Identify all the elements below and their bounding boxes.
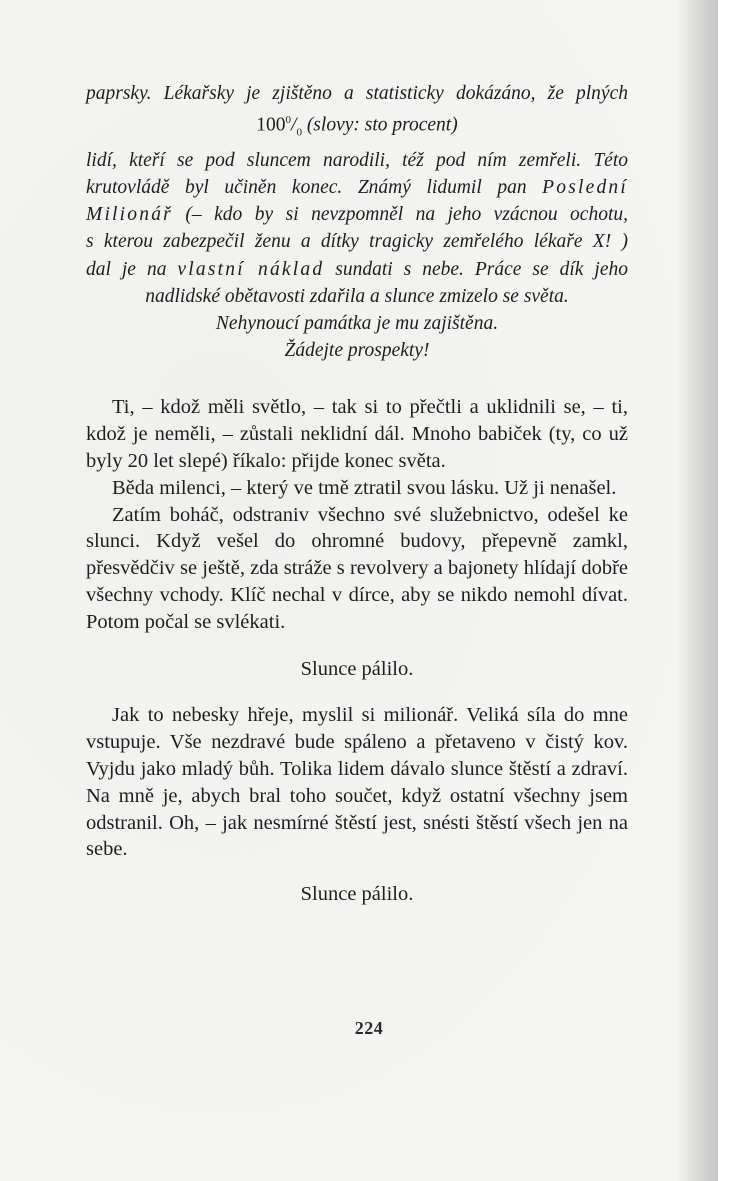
paragraph-2: Běda milenci, – který ve tmě ztratil svou lásku. Už ji nenašel.	[112, 476, 617, 499]
paragraph-1: Ti, – kdož měli světlo, – tak si to přečtli a uklidnili se, – ti, kdož je neměli, – zůstali neklidní dál. Mnoho babiček (ty, co už byly 20 let slepé) říkalo: přijde konec světa.	[86, 396, 628, 473]
italic-line-1: paprsky. Lékařsky je zjištěno a statisticky dokázáno, že plných	[86, 83, 628, 104]
italic-line-4-prefix: krutovládě byl učiněn konec. Známý lidumil pan	[86, 177, 543, 198]
italic-line-5	[86, 201, 628, 228]
italic-line-7	[86, 256, 628, 283]
page-edge	[718, 0, 738, 1181]
slovy-text: (slovy: sto procent)	[306, 114, 458, 136]
italic-line-10: Žádejte prospekty!	[284, 340, 430, 362]
italic-line-3: lidí, kteří se pod sluncem narodili, též pod ním zemřeli. Této	[86, 149, 628, 171]
body-text	[86, 394, 628, 908]
italic-line-9: Nehynoucí památka je mu zajištěna.	[215, 313, 499, 335]
italic-line-7-prefix: dal je na	[86, 258, 178, 280]
paragraph-4: Jak to nebesky hřeje, myslil si milionář. Veliká síla do mne vstupuje. Vše nezdravé bude spáleno a přetaveno v čistý kov. Vyjdu jako mladý bůh. Tolika lidem dávalo slunce štěstí a zdraví. Na mně je, abych bral toho součet, když ostatní všechny jsem odstranil. Oh, – jak nesmírné štěstí jest, snésti štěstí všech jen na sebe.	[86, 704, 628, 861]
binding-shadow	[676, 0, 718, 1181]
page-number: 224	[354, 1018, 384, 1038]
italic-advertisement-block	[86, 80, 628, 364]
italic-line-8: nadlidské obětavosti zdařila a slunce zmizelo se světa.	[145, 285, 569, 307]
text-column	[86, 80, 628, 908]
percent-sup: 0	[285, 114, 292, 127]
italic-line-5-rest: (– kdo by si nevzpomněl na jeho vzácnou ochotu,	[172, 204, 628, 226]
paragraph-3: Zatím boháč, odstraniv všechno své služebnictvo, odešel ke slunci. Když vešel do ohromné budovy, přepevně zamkl, přesvědčiv se ještě, zda stráže s revolvery a bajonety hlídají dobře všechny vchody. Klíč nechal v dírce, aby se nikdo nemohl dívat. Potom počal se svlékati.	[86, 503, 628, 633]
spaced-name-milionar: Milionář	[86, 204, 173, 226]
percent-sub: 0	[296, 126, 302, 139]
refrain-2: Slunce pálilo.	[300, 883, 414, 906]
percent-number: 100	[256, 114, 286, 136]
italic-line-2: $100^0/_0$ (slovy: sto procent)	[256, 114, 458, 139]
refrain-1: Slunce pálilo.	[300, 657, 414, 680]
italic-line-6: s kterou zabezpečil ženu a dítky tragicky zemřelého lékaře X! )	[86, 231, 628, 253]
spaced-name-posledni: Poslední	[542, 177, 628, 198]
spaced-vlastni-naklad: vlastní náklad	[177, 258, 325, 280]
italic-line-4	[86, 174, 628, 201]
italic-line-7-rest: sundati s nebe. Práce se dík jeho	[324, 258, 628, 280]
